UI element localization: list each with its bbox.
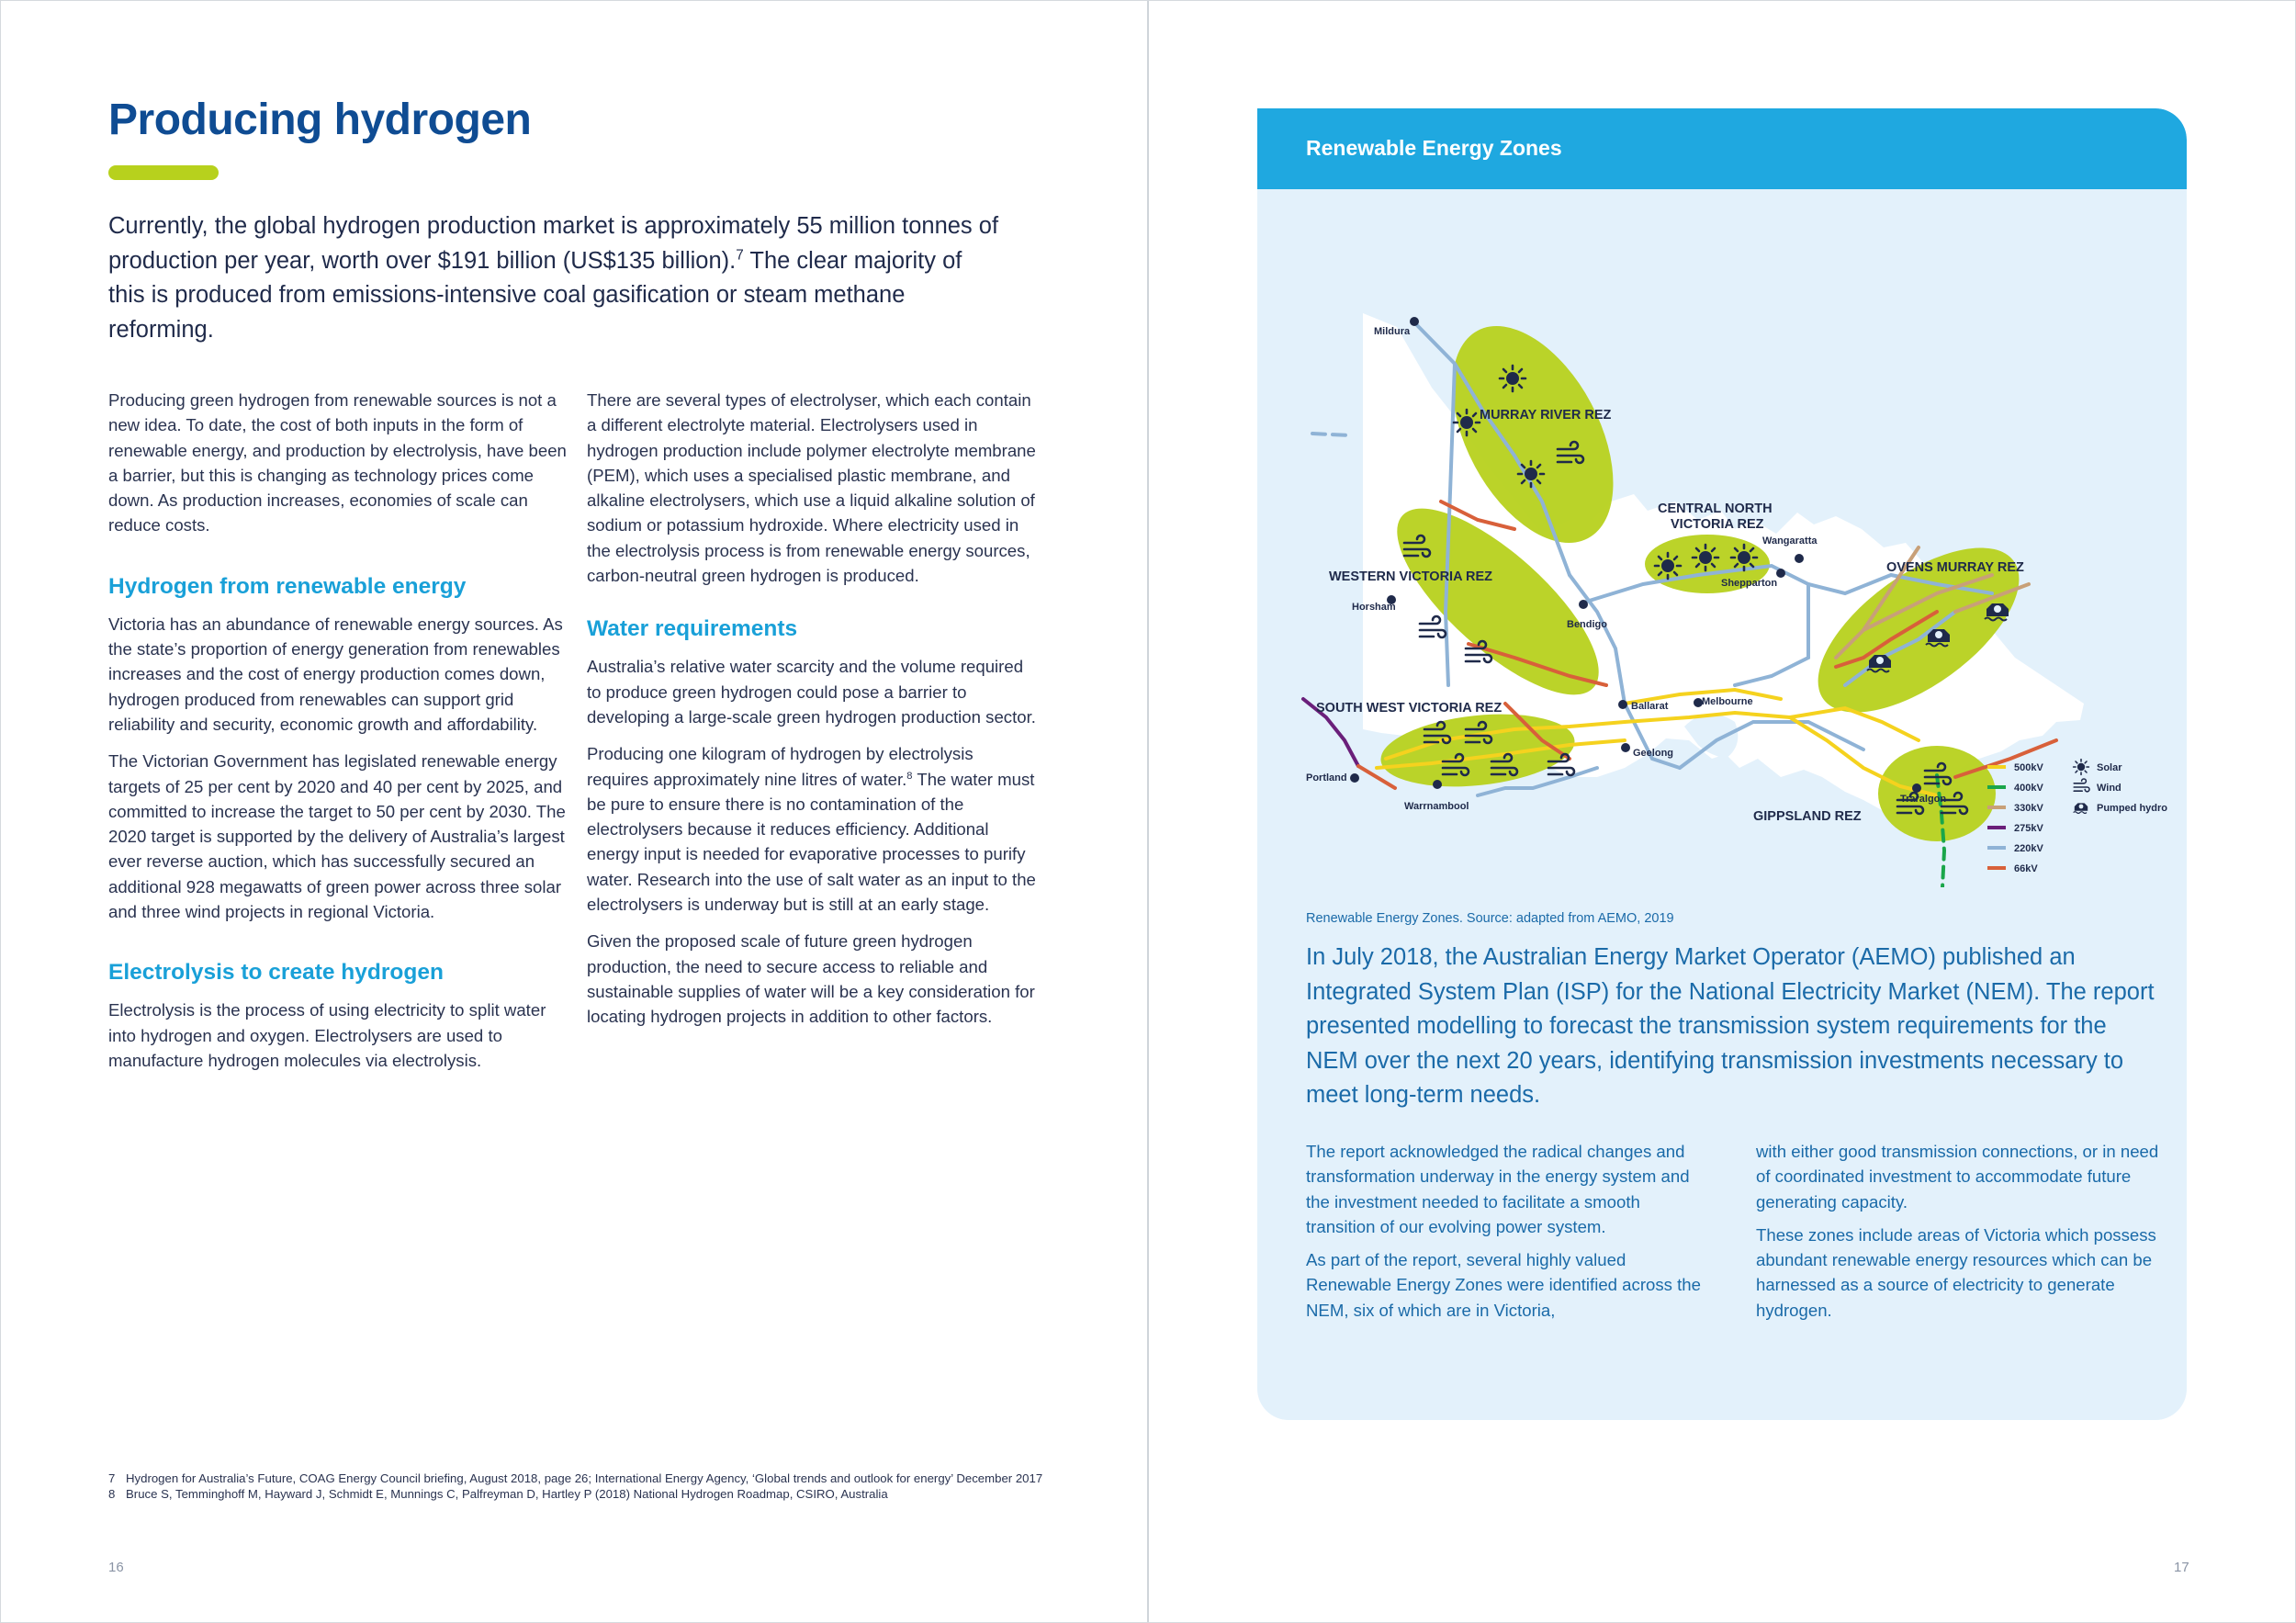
page-number-left: 16 (108, 1560, 124, 1575)
zone-label-central-north: CENTRAL NORTH (1658, 502, 1773, 516)
paragraph: As part of the report, several highly valued Renewable Energy Zones were identified across the NEM, six of which are in Victoria, (1306, 1250, 1701, 1320)
zone-label-central-north-2: VICTORIA REZ (1671, 517, 1764, 532)
footnote-text: Bruce S, Temminghoff M, Hayward J, Schmidt E, Munnings C, Palfreyman D, Hartley P (2018) National Hydrogen Roadmap, CSIRO, Australia (126, 1487, 888, 1501)
zone-label-ovens-murray: OVENS MURRAY REZ (1886, 560, 2024, 575)
map-caption: Renewable Energy Zones. Source: adapted from AEMO, 2019 (1306, 911, 1674, 926)
legend-label: Solar (2097, 762, 2122, 773)
page-title: Producing hydrogen (108, 96, 532, 144)
town-label: Geelong (1633, 748, 1674, 759)
sun-icon (1731, 545, 1757, 570)
sun-icon (1500, 366, 1525, 391)
town-label: Bendigo (1567, 619, 1607, 630)
line-220kv (1312, 434, 1349, 435)
footnote-number: 7 (108, 1471, 116, 1485)
left-column-2 (587, 388, 1037, 1042)
intro-text-tail: The clear majority of this is produced from emissions-intensive coal gasification or steam methane reforming. (108, 247, 962, 343)
zone-label-western-victoria: WESTERN VICTORIA REZ (1329, 569, 1493, 584)
town-label: Wangaratta (1762, 535, 1818, 547)
legend-label: 275kV (2014, 823, 2043, 834)
town-label: Portland (1306, 772, 1347, 783)
sun-icon (1454, 410, 1480, 435)
sun-icon (2074, 760, 2089, 775)
town-label: Traralgon (1900, 794, 1947, 805)
legend-label: Wind (2097, 783, 2122, 794)
paragraph: Australia’s relative water scarcity and the volume required to produce green hydrogen could pose a barrier to developing a large-scale green hydrogen production sector. (587, 657, 1036, 727)
paragraph-text: Producing one kilogram of hydrogen by electrolysis requires approximately nine litres of water. (587, 744, 974, 789)
paragraph: There are several types of electrolyser, which each contain a different electrolyte material. Electrolysers used in hydrogen production include polymer electrolyte membrane (PEM), which uses a specialised plastic membrane, and alkaline electrolysers, which use a liquid alkaline solution of sodium or potassium hydroxide. Where electricity used in the electrolysis process is from renewable energy sources, carbon-neutral green hydrogen is produced. (587, 390, 1036, 586)
subheading-electrolysis: Electrolysis to create hydrogen (108, 960, 444, 986)
town-label: Shepparton (1721, 578, 1778, 589)
right-column-1 (1306, 1139, 1710, 1331)
subheading-water-requirements: Water requirements (587, 616, 798, 642)
footnote (108, 1487, 1054, 1502)
legend-label: 66kV (2014, 863, 2038, 874)
subheading-renewable-energy: Hydrogen from renewable energy (108, 573, 467, 599)
zone-label-south-west: SOUTH WEST VICTORIA REZ (1316, 701, 1503, 716)
right-column-2 (1756, 1139, 2160, 1331)
paragraph: Electrolysis is the process of using electricity to split water into hydrogen and oxygen. Electrolysers are used to manufacture hydrogen molecules via electrolysis. (108, 1000, 546, 1070)
zone-label-gippsland: GIPPSLAND REZ (1753, 809, 1862, 824)
town-label: Warrnambool (1404, 801, 1469, 812)
rez-panel-header (1257, 108, 2187, 189)
legend-label: 500kV (2014, 762, 2043, 773)
rez-panel (1257, 108, 2187, 1420)
left-column-1 (108, 388, 568, 1085)
paragraph: The Victorian Government has legislated renewable energy targets of 25 per cent by 2020 and 40 per cent by 2025, and committed to increase the target to 50 per cent by 2030. The 2020 target is supported by the delivery of Australia’s largest ever reverse auction, which has successfully secured an additional 928 megawatts of green power across three solar and three wind projects in regional Victoria. (108, 751, 566, 922)
footnote (108, 1471, 1054, 1486)
town-label: Mildura (1374, 326, 1411, 337)
legend-label: 220kV (2014, 843, 2043, 854)
map-legend (1987, 760, 2167, 874)
paragraph: Producing green hydrogen from renewable sources is not a new idea. To date, the cost of both inputs in the form of renewable energy, and production by electrolysis, have been a barrier, but this is changing as technology prices come down. As production increases, economies of scale can reduce costs. (108, 390, 567, 535)
footnote-ref-8[interactable]: 8 (906, 770, 913, 782)
town-label: Horsham (1352, 602, 1396, 613)
town-label: Melbourne (1702, 696, 1753, 707)
footnote-text: Hydrogen for Australia’s Future, COAG Energy Council briefing, August 2018, page 26; International Energy Agency, ‘Global trends and outlook for energy’ December 2017 (126, 1471, 1043, 1485)
paragraph: Victoria has an abundance of renewable energy sources. As the state’s proportion of energy generation from renewables increases and the cost of energy production comes down, hydrogen produced from renewables can support grid reliability and security, economic growth and affordability. (108, 614, 563, 734)
paragraph (587, 741, 1037, 917)
port-phillip-bay (1684, 714, 1738, 759)
legend-label: Pumped hydro (2097, 803, 2168, 814)
title-accent-bar (108, 165, 219, 180)
wind-icon (2074, 779, 2089, 792)
paragraph: with either good transmission connections, or in need of coordinated investment to accommodate future generating capacity. (1756, 1142, 2159, 1212)
pumped-hydro-icon (2074, 803, 2088, 813)
paragraph: The report acknowledged the radical changes and transformation underway in the energy system and the investment needed to facilitate a smooth transition of our evolving power system. (1306, 1142, 1690, 1236)
intro-text: Currently, the global hydrogen production market is approximately 55 million tonnes of production per year, worth over $191 billion (US$135 billion). (108, 213, 999, 274)
town-label: Ballarat (1631, 701, 1669, 712)
sun-icon (1518, 461, 1544, 487)
rez-panel-title: Renewable Energy Zones (1306, 136, 1562, 160)
sun-icon (1693, 545, 1718, 570)
footnotes (108, 1471, 1054, 1503)
victoria-rez-map (1294, 226, 2176, 887)
intro-paragraph (108, 209, 999, 347)
footnote-ref-7[interactable]: 7 (736, 247, 744, 263)
rez-intro: In July 2018, the Australian Energy Market Operator (AEMO) published an Integrated System Plan (ISP) for the National Electricity Market (NEM). The report presented modelling to forecast the transmission system requirements for the NEM over the next 20 years, identifying transmission investments necessary to meet long-term needs. (1306, 944, 2155, 1108)
zone-label-murray-river: MURRAY RIVER REZ (1480, 408, 1612, 423)
paragraph-text-tail: The water must be pure to ensure there is no contamination of the electrolysers because it reduces efficiency. Additional energy input is needed for evaporative processes to purify water. Research into the use of salt water as an input to the electrolysers is underway but is still at an early stage. (587, 769, 1036, 915)
page-number-right: 17 (2174, 1560, 2189, 1575)
paragraph: These zones include areas of Victoria which possess abundant renewable energy resources which can be harnessed as a source of electricity to generate hydrogen. (1756, 1224, 2156, 1320)
legend-label: 400kV (2014, 783, 2043, 794)
footnote-number: 8 (108, 1487, 116, 1501)
sun-icon (1655, 553, 1681, 579)
paragraph: Given the proposed scale of future green hydrogen production, the need to secure access to reliable and sustainable supplies of water will be a key consideration for locating hydrogen projects in addition to other factors. (587, 931, 1035, 1027)
legend-label: 330kV (2014, 803, 2043, 814)
